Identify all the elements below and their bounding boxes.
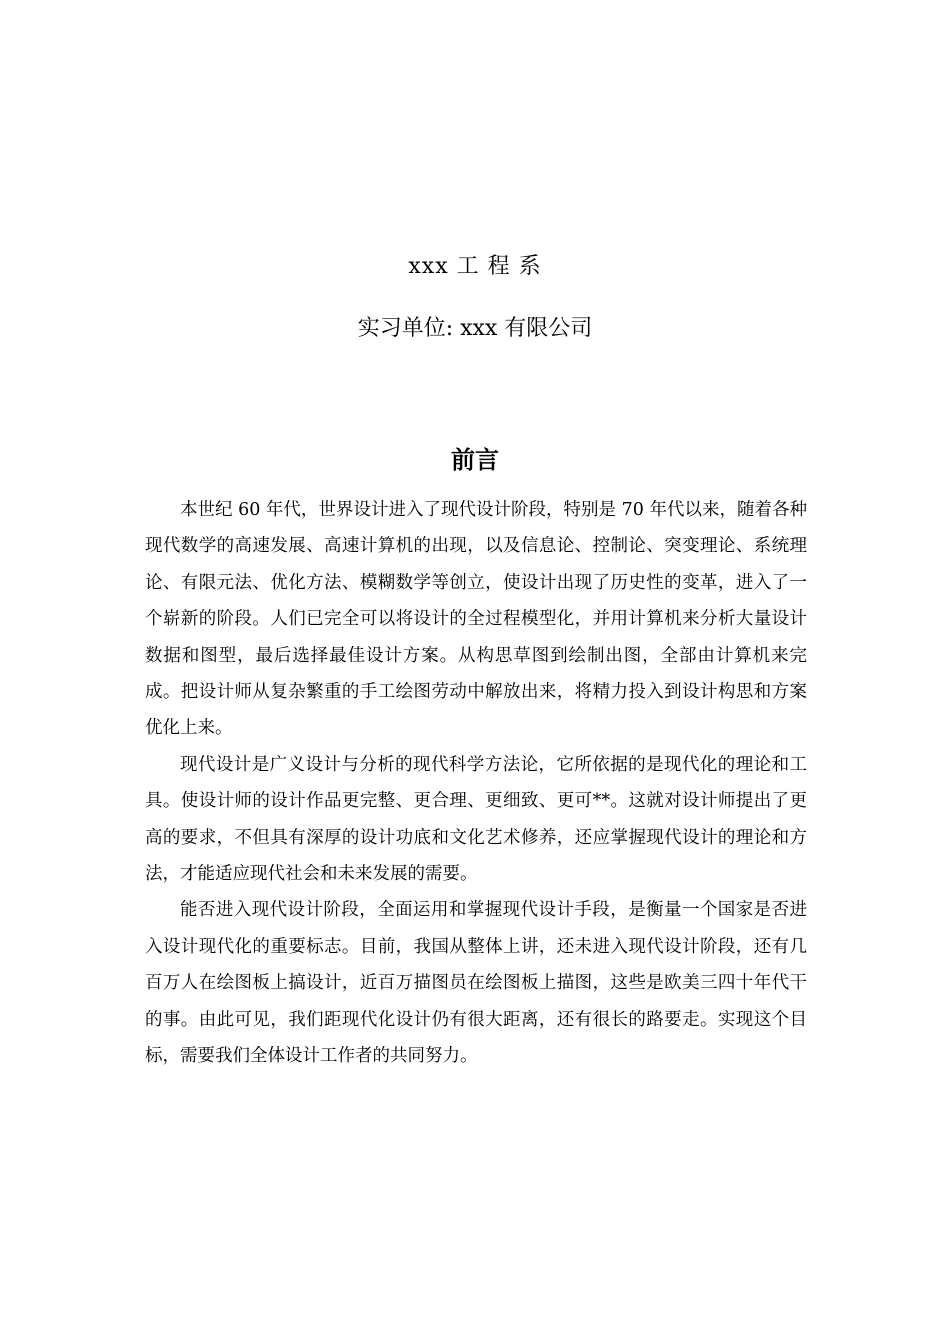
preface-paragraph: 本世纪 60 年代，世界设计进入了现代设计阶段，特别是 70 年代以来，随着各种现代数学的高速发展、高速计算机的出现，以及信息论、控制论、突变理论、系统理论、有限元法、优化方法、模糊数学等创立，使设计出现了历史性的变革，进入了一个崭新的阶段。人们已完全可以将设计的全过程模型化，并用计算机来分析大量设计数据和图型，最后选择最佳设计方案。从构思草图到绘制出图，全部由计算机来完成。把设计师从复杂繁重的手工绘图劳动中解放出来，将精力投入到设计构思和方案优化上来。 (145, 500, 807, 739)
preface-body (145, 492, 807, 1075)
preface-paragraph: 现代设计是广义设计与分析的现代科学方法论，它所依据的是现代化的理论和工具。使设计师的设计作品更完整、更合理、更细致、更可**。这就对设计师提出了更高的要求，不但具有深厚的设计功底和文化艺术修养，还应掌握现代设计的理论和方法，才能适应现代社会和未来发展的需要。 (145, 754, 807, 885)
department-name: xxx 工 程 系 (408, 254, 542, 279)
preface-paragraph: 能否进入现代设计阶段，全面运用和掌握现代设计手段，是衡量一个国家是否进入设计现代化的重要标志。目前，我国从整体上讲，还未进入现代设计阶段，还有几百万人在绘图板上搞设计，近百万描图员在绘图板上描图，这些是欧美三四十年代干的事。由此可见，我们距现代化设计仍有很大距离，还有很长的路要走。实现这个目标，需要我们全体设计工作者的共同努力。 (145, 900, 807, 1067)
preface-heading: 前言 (451, 446, 499, 474)
internship-company: 实习单位: xxx 有限公司 (357, 316, 593, 341)
